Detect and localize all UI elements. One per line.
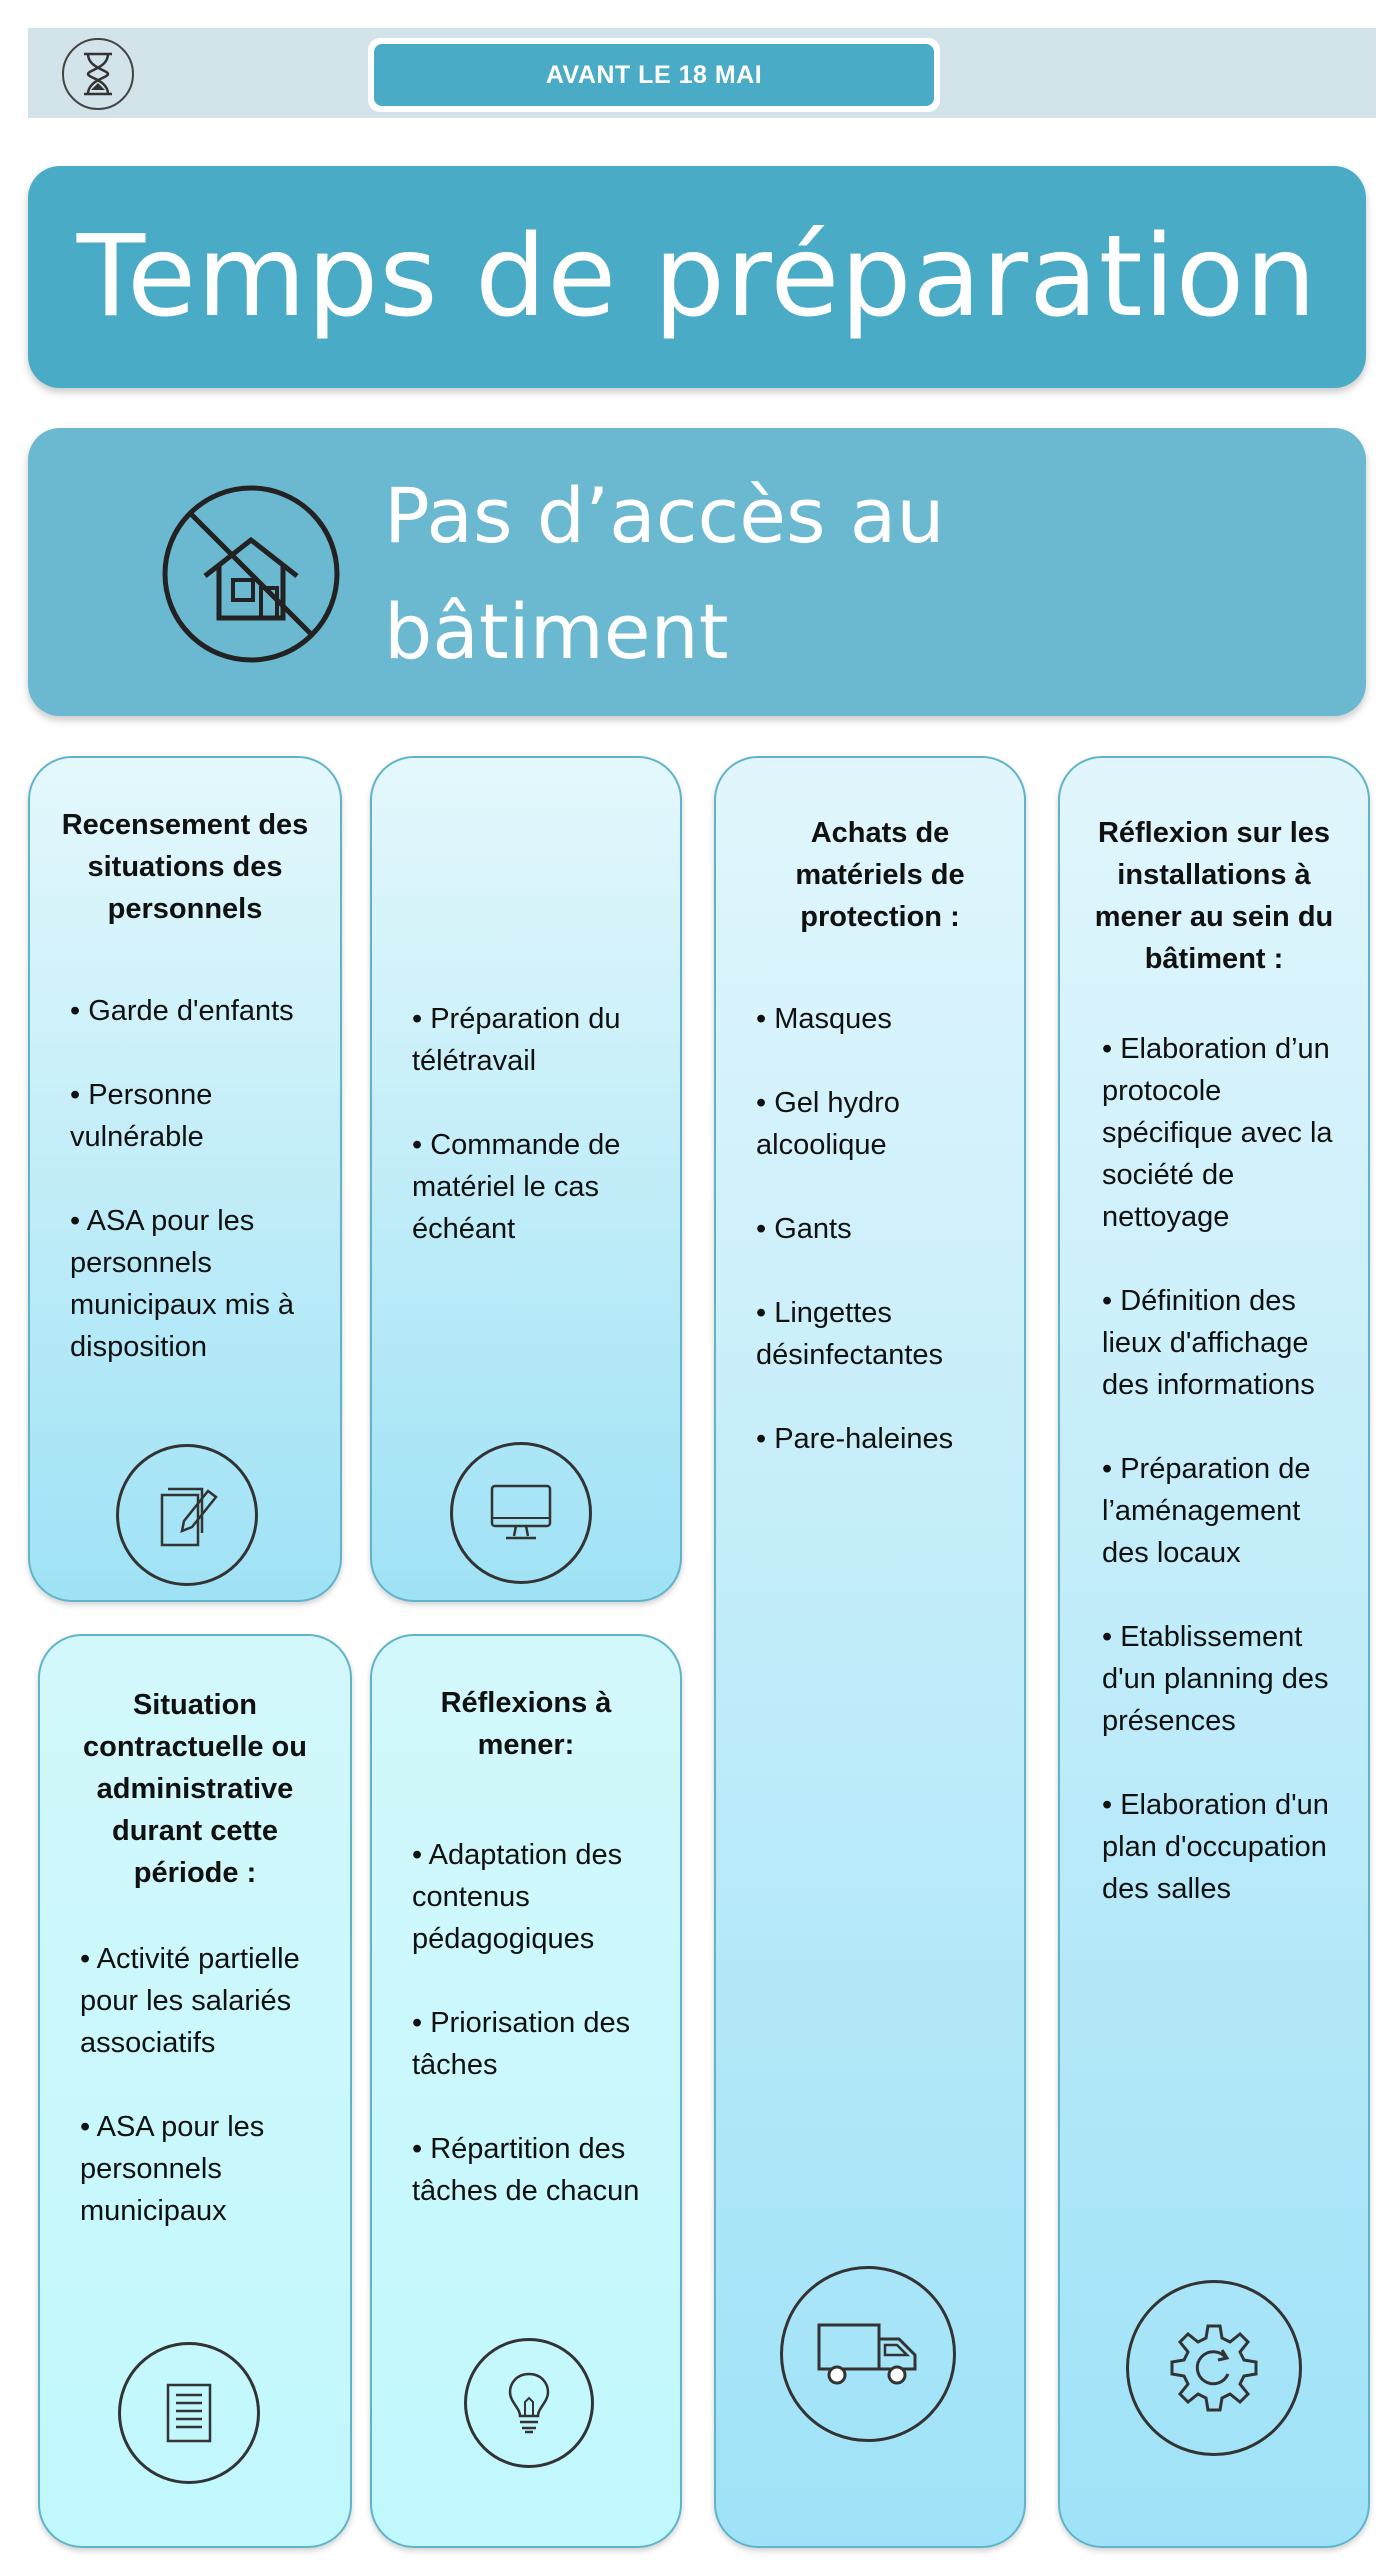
- card-title: Situation contractuelle ou administrative durant cette période :: [83, 1689, 307, 1889]
- page-title: Temps de préparation: [76, 212, 1318, 342]
- list-item: • Gants: [756, 1213, 852, 1245]
- hourglass-icon: [62, 38, 134, 110]
- list-item: • Répartition des tâches de chacun: [412, 2133, 640, 2207]
- list-item: • Adaptation des contenus pédagogiques: [412, 1839, 623, 1955]
- delivery-truck-icon: [780, 2266, 956, 2442]
- list-item: • Personne vulnérable: [70, 1079, 213, 1153]
- date-tab: [368, 38, 940, 112]
- document-list-icon: [118, 2342, 260, 2484]
- list-item: • Elaboration d’un protocole spécifique avec la société de nettoyage: [1102, 1033, 1333, 1233]
- card-list: [70, 990, 320, 1368]
- card-list: [80, 1938, 322, 2232]
- card-title: Achats de matériels de protection :: [795, 817, 965, 933]
- subtitle-banner: [28, 428, 1366, 716]
- list-item: • Pare-haleines: [756, 1423, 954, 1455]
- card-recensement: [28, 756, 342, 1602]
- title-banner: [28, 166, 1366, 388]
- subtitle-line-2: bâtiment: [384, 587, 729, 676]
- lightbulb-icon: [464, 2338, 594, 2468]
- document-pencil-icon: [116, 1444, 258, 1586]
- card-title: Recensement des situations des personnels: [61, 809, 309, 925]
- subtitle: [384, 458, 945, 690]
- list-item: • Masques: [756, 1003, 892, 1035]
- list-item: • Lingettes désinfectantes: [756, 1297, 944, 1371]
- card-list: [756, 998, 1004, 1460]
- date-label: AVANT LE 18 MAI: [374, 44, 934, 106]
- card-list: [412, 998, 660, 1250]
- list-item: • Etablissement d'un planning des présences: [1102, 1621, 1329, 1737]
- card-list: [1102, 1028, 1340, 1910]
- list-item: • Elaboration d'un plan d'occupation des salles: [1102, 1789, 1329, 1905]
- list-item: • Gel hydro alcoolique: [756, 1087, 900, 1161]
- card-reflexions: [370, 1634, 682, 2548]
- card-installations: [1058, 756, 1370, 2548]
- list-item: • Garde d'enfants: [70, 995, 294, 1027]
- gear-icon: [1126, 2280, 1302, 2456]
- card-achats: [714, 756, 1026, 2548]
- list-item: • Préparation du télétravail: [412, 1003, 621, 1077]
- list-item: • Préparation de l’aménagement des locaux: [1102, 1453, 1311, 1569]
- card-title: Réflexions à mener:: [440, 1687, 612, 1761]
- list-item: • Définition des lieux d'affichage des informations: [1102, 1285, 1315, 1401]
- card-teletravail: [370, 756, 682, 1602]
- card-title: Réflexion sur les installations à mener au sein du bâtiment :: [1094, 817, 1334, 975]
- list-item: • Commande de matériel le cas échéant: [412, 1129, 621, 1245]
- list-item: • ASA pour les personnels municipaux mis à disposition: [70, 1205, 295, 1363]
- list-item: • ASA pour les personnels municipaux: [80, 2111, 265, 2227]
- card-situation: [38, 1634, 352, 2548]
- computer-monitor-icon: [450, 1442, 592, 1584]
- no-building-access-icon: [161, 484, 341, 664]
- list-item: • Activité partielle pour les salariés associatifs: [80, 1943, 300, 2059]
- subtitle-line-1: Pas d’accès au: [384, 471, 945, 560]
- list-item: • Priorisation des tâches: [412, 2007, 631, 2081]
- card-list: [412, 1834, 658, 2212]
